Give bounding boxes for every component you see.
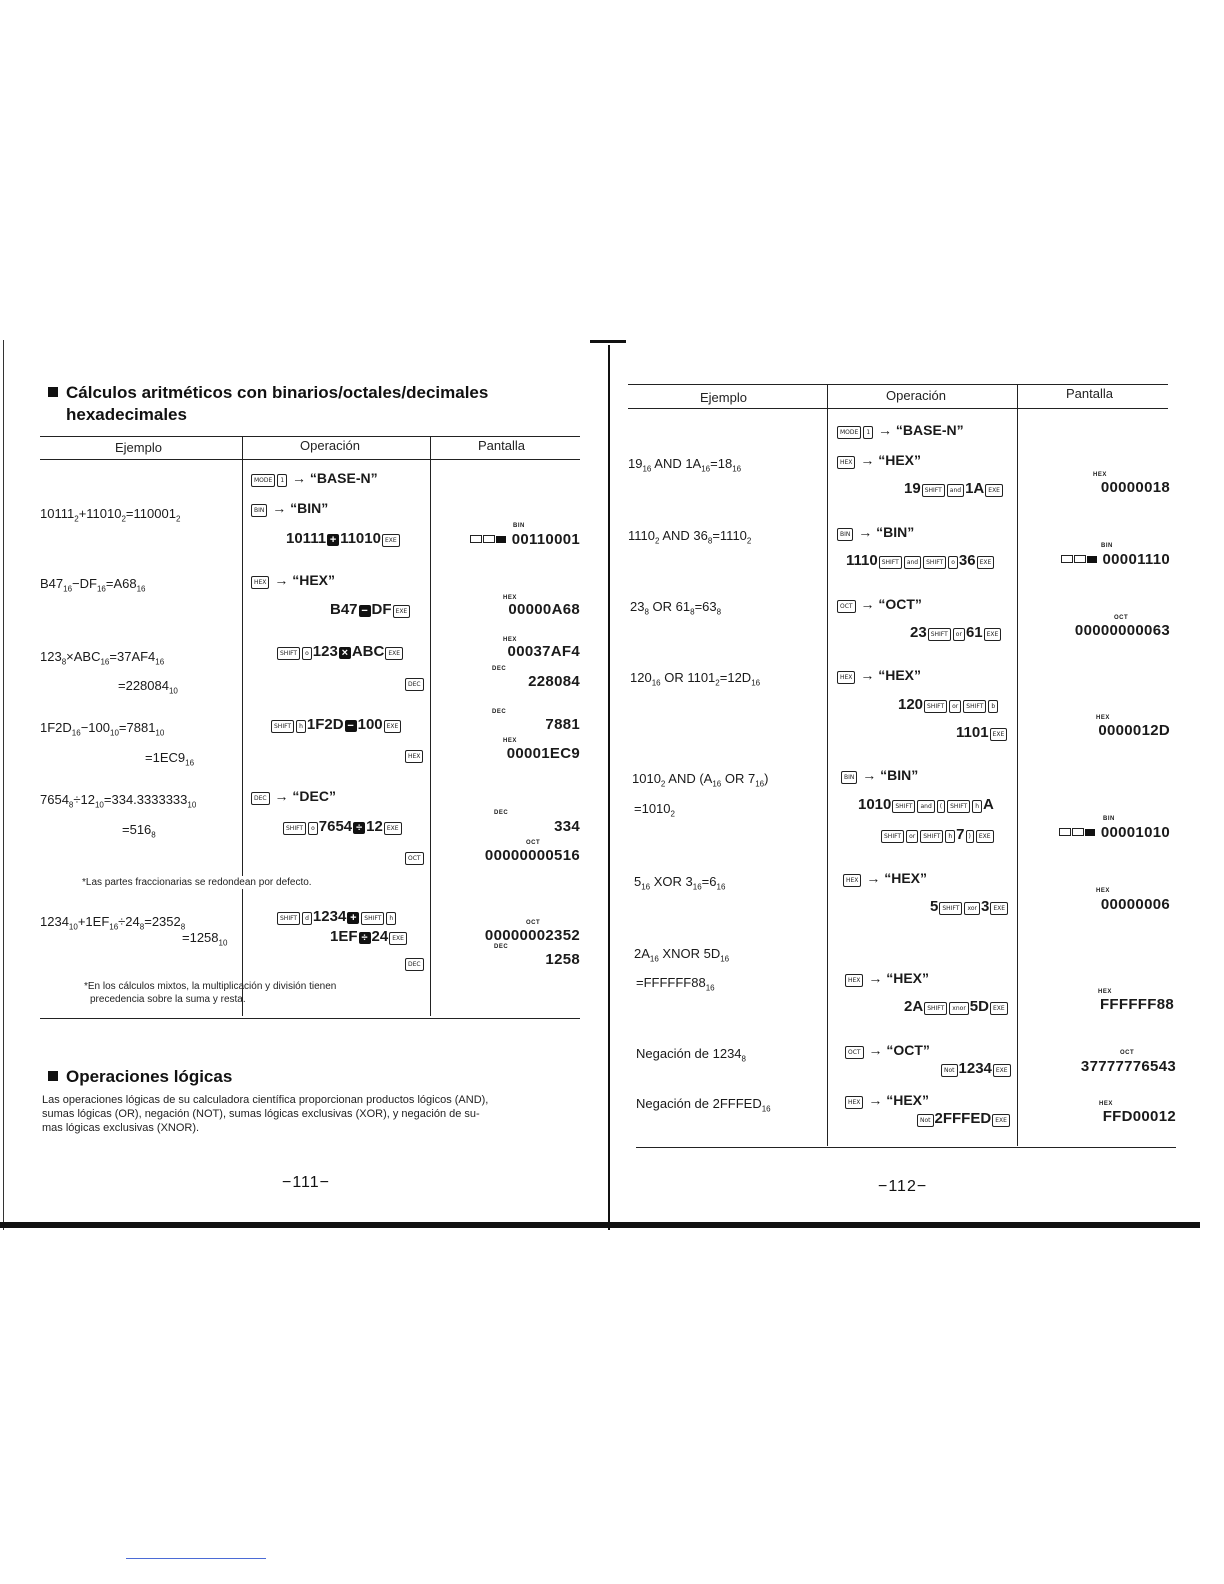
open-paren-key-icon: ( bbox=[937, 800, 945, 813]
divide-key-icon: ÷ bbox=[353, 822, 365, 834]
shift-key-icon: SHIFT bbox=[963, 700, 986, 713]
op-r2-a: B47 bbox=[330, 601, 358, 618]
r-indicator-1: HEX bbox=[1093, 472, 1107, 478]
example-5b: $=516_8$ bbox=[122, 822, 156, 840]
shift-key-icon: SHIFT bbox=[881, 830, 904, 843]
op-base-n-text: → “BASE-N” bbox=[292, 470, 378, 486]
header-display: Pantalla bbox=[478, 438, 525, 453]
op-r3-a: 123 bbox=[312, 643, 338, 660]
r-op-oct-text-8: → “OCT” bbox=[868, 1042, 930, 1058]
r-op-hex-text-9: → “HEX” bbox=[868, 1092, 929, 1108]
r-op-r7b: 5D bbox=[969, 998, 989, 1015]
or-key-icon: or bbox=[949, 700, 961, 713]
op-hex-key-2 bbox=[404, 746, 424, 763]
shift-key-icon: SHIFT bbox=[277, 912, 300, 925]
page-number-right: −112− bbox=[878, 1178, 928, 1195]
bin-key-icon: BIN bbox=[837, 528, 853, 541]
page-number-left: −111− bbox=[282, 1174, 331, 1191]
divide-key-icon: ÷ bbox=[359, 932, 371, 944]
table-top-rule bbox=[40, 436, 580, 437]
indicator-oct-8: OCT bbox=[526, 840, 541, 846]
oct-key-icon: OCT bbox=[837, 600, 856, 613]
r-op-r5c: 7 bbox=[956, 826, 965, 843]
r-op-row-4a bbox=[898, 696, 999, 713]
r-table-bottom-rule bbox=[636, 1147, 1176, 1148]
indicator-dec-10: DEC bbox=[494, 944, 509, 950]
r-display-5-value: 00001010 bbox=[1100, 824, 1170, 841]
op-r1-b: 11010 bbox=[340, 530, 381, 547]
close-paren-key-icon: ) bbox=[966, 830, 974, 843]
r-display-5 bbox=[1024, 823, 1170, 841]
shift-key-icon: SHIFT bbox=[879, 556, 902, 569]
op-row-6a bbox=[276, 908, 397, 925]
indicator-oct-9: OCT bbox=[526, 920, 541, 926]
indicator-hex-3: HEX bbox=[503, 637, 517, 643]
r-display-2 bbox=[1024, 550, 1170, 568]
op-dec bbox=[250, 788, 336, 805]
r-example-2: $1110_2$ AND $36_8=1110_2$ bbox=[628, 528, 752, 546]
r-op-r8: 1234 bbox=[958, 1060, 992, 1077]
key-1-icon: 1 bbox=[277, 474, 287, 487]
r-op-r9: 2FFFED bbox=[934, 1110, 992, 1127]
example-3b: $=228084_{10}$ bbox=[118, 678, 178, 696]
exe-key-icon: EXE bbox=[382, 534, 400, 547]
blue-underline bbox=[126, 1558, 266, 1559]
note-fraction: *Las partes fraccionarias se redondean por defecto. bbox=[82, 877, 312, 888]
h-key-icon: h bbox=[386, 912, 396, 925]
o-key-icon: o bbox=[302, 647, 312, 660]
not-key-icon: Not bbox=[941, 1064, 958, 1077]
exe-key-icon: EXE bbox=[992, 1114, 1010, 1127]
r-op-r2b: 36 bbox=[958, 552, 976, 569]
example-3a: $123_8\times ABC_{16}=37AF4_{16}$ bbox=[40, 649, 165, 667]
shift-key-icon: SHIFT bbox=[947, 800, 970, 813]
r-op-hex-4 bbox=[836, 667, 921, 684]
r-op-row-7 bbox=[904, 998, 1009, 1015]
op-row-4 bbox=[270, 716, 402, 733]
exe-key-icon: EXE bbox=[977, 556, 995, 569]
r-op-hex-text-7: → “HEX” bbox=[868, 970, 929, 986]
indicator-hex-6: HEX bbox=[503, 738, 517, 744]
r-op-r1: 19 bbox=[904, 480, 921, 497]
xnor-key-icon: xnor bbox=[949, 1002, 969, 1015]
dec-key-icon: DEC bbox=[251, 792, 270, 805]
r-op-r4: 120 bbox=[898, 696, 924, 713]
op-r6-b: 1EF bbox=[330, 928, 358, 945]
exe-key-icon: EXE bbox=[384, 822, 402, 835]
table-col-divider-2 bbox=[430, 436, 431, 1016]
op-bin-text: → “BIN” bbox=[272, 500, 329, 516]
example-5a: $7654_8\div 12_{10}=334.3333333_{10}$ bbox=[40, 792, 197, 810]
b-key-icon: b bbox=[988, 700, 998, 713]
op-dec-text: → “DEC” bbox=[274, 788, 336, 804]
example-6a: $1234_{10}+1EF_{16}\div 24_8=2352_8$ bbox=[40, 914, 186, 932]
shift-key-icon: SHIFT bbox=[283, 822, 306, 835]
section-title-arithmetic bbox=[48, 383, 488, 403]
shift-key-icon: SHIFT bbox=[892, 800, 915, 813]
shift-key-icon: SHIFT bbox=[922, 484, 945, 497]
display-3: 00037AF4 bbox=[507, 643, 580, 660]
plus-key-icon: + bbox=[327, 534, 339, 546]
r-op-hex-text-4: → “HEX” bbox=[860, 667, 921, 683]
r-op-r5b: A bbox=[983, 796, 994, 813]
r-op-base-n bbox=[836, 422, 964, 439]
bullet-square-icon bbox=[48, 1071, 58, 1081]
bottom-border bbox=[0, 1222, 1200, 1228]
r-op-base-n-text: → “BASE-N” bbox=[878, 422, 964, 438]
exe-key-icon: EXE bbox=[990, 1002, 1008, 1015]
display-boxes-icon bbox=[1059, 823, 1095, 840]
r-op-oct-8 bbox=[844, 1042, 930, 1059]
r-example-3: $23_8$ OR $61_8=63_8$ bbox=[630, 599, 722, 617]
r-example-8: Negación de $1234_8$ bbox=[636, 1046, 746, 1064]
r-op-hex-text: → “HEX” bbox=[860, 452, 921, 468]
op-r4-b: 100 bbox=[357, 716, 383, 733]
exe-key-icon: EXE bbox=[976, 830, 994, 843]
times-key-icon: × bbox=[339, 647, 351, 659]
table-header-rule bbox=[40, 459, 580, 460]
center-fold-line bbox=[608, 345, 610, 1230]
logic-paragraph-3: mas lógicas exclusivas (XNOR). bbox=[42, 1122, 200, 1134]
exe-key-icon: EXE bbox=[389, 932, 407, 945]
display-10: 1258 bbox=[545, 951, 580, 968]
r-display-2-value: 00001110 bbox=[1102, 551, 1170, 568]
example-6b: $=1258_{10}$ bbox=[182, 930, 228, 948]
exe-key-icon: EXE bbox=[385, 647, 403, 660]
r-op-row-5b bbox=[880, 826, 995, 843]
plus-key-icon: + bbox=[347, 912, 359, 924]
op-r4-a: 1F2D bbox=[306, 716, 344, 733]
exe-key-icon: EXE bbox=[990, 902, 1008, 915]
r-example-4: $120_{16}$ OR $1101_2=12D_{16}$ bbox=[630, 670, 761, 688]
r-header-example: Ejemplo bbox=[700, 390, 747, 405]
indicator-hex: HEX bbox=[503, 595, 517, 601]
key-1-icon: 1 bbox=[863, 426, 873, 439]
title-line-1: Cálculos aritméticos con binarios/octales/decimales bbox=[66, 383, 489, 402]
op-r5-a: 7654 bbox=[318, 818, 353, 835]
r-example-6: $5_{16}$ XOR $3_{16}=6_{16}$ bbox=[634, 874, 726, 892]
op-r6-a: 1234 bbox=[312, 908, 347, 925]
r-op-hex-6 bbox=[842, 870, 927, 887]
r-example-7a: $2A_{16}$ XNOR $5D_{16}$ bbox=[634, 946, 730, 964]
r-op-r2: 1110 bbox=[846, 552, 878, 569]
header-operation: Operación bbox=[300, 438, 360, 453]
r-op-bin-text: → “BIN” bbox=[858, 524, 915, 540]
r-header-operation: Operación bbox=[886, 388, 946, 403]
shift-key-icon: SHIFT bbox=[924, 700, 947, 713]
r-indicator-5: BIN bbox=[1103, 816, 1115, 822]
h-key-icon: h bbox=[296, 720, 306, 733]
hex-key-icon: HEX bbox=[837, 671, 855, 684]
r-op-row-3 bbox=[910, 624, 1002, 641]
r-neg2-text: Negación de 2FFFED bbox=[636, 1096, 762, 1111]
r-example-1: $19_{16}$ AND $1A_{16}=18_{16}$ bbox=[628, 456, 742, 474]
op-r3-b: ABC bbox=[351, 643, 385, 660]
r-op-row-4b bbox=[956, 724, 1008, 741]
minus-key-icon: − bbox=[359, 605, 371, 617]
r-op-bin-2 bbox=[836, 524, 914, 541]
display-2: 00000A68 bbox=[508, 601, 580, 618]
r-display-9: FFD00012 bbox=[1102, 1108, 1176, 1125]
op-hex-text: → “HEX” bbox=[274, 572, 335, 588]
op-r1-a: 10111 bbox=[286, 530, 327, 547]
xor-key-icon: xor bbox=[964, 902, 980, 915]
r-op-r6: 5 bbox=[930, 898, 939, 915]
r-indicator-7: HEX bbox=[1098, 989, 1112, 995]
r-display-1: 00000018 bbox=[1100, 479, 1170, 496]
indicator-dec-7: DEC bbox=[494, 810, 509, 816]
op-row-5 bbox=[282, 818, 403, 835]
oct-key-icon: OCT bbox=[405, 852, 424, 865]
display-boxes-icon bbox=[470, 530, 506, 547]
r-header-display: Pantalla bbox=[1066, 386, 1113, 401]
d-key-icon: d bbox=[302, 912, 312, 925]
op-base-n bbox=[250, 470, 378, 487]
r-neg1-text: Negación de 1234 bbox=[636, 1046, 742, 1061]
display-9: 00000002352 bbox=[484, 927, 580, 944]
oct-key-icon: OCT bbox=[845, 1046, 864, 1059]
hex-key-icon: HEX bbox=[845, 974, 863, 987]
r-table-header-rule bbox=[628, 408, 1168, 409]
r-op-r4b: 1101 bbox=[956, 724, 989, 741]
r-display-3: 00000000063 bbox=[1074, 622, 1170, 639]
r-op-row-9 bbox=[916, 1110, 1011, 1127]
r-op-bin-text-5: → “BIN” bbox=[862, 767, 919, 783]
op-r2-b: DF bbox=[371, 601, 392, 618]
exe-key-icon: EXE bbox=[993, 1064, 1011, 1077]
dec-key-icon: DEC bbox=[405, 678, 424, 691]
mode-key-icon: MODE bbox=[837, 426, 861, 439]
table-col-divider-1 bbox=[242, 436, 243, 1016]
hex-key-icon: HEX bbox=[845, 1096, 863, 1109]
table-bottom-rule bbox=[40, 1018, 580, 1019]
r-op-r1b: 1A bbox=[965, 480, 985, 497]
bin-key-icon: BIN bbox=[251, 504, 267, 517]
r-indicator-9: HEX bbox=[1099, 1101, 1113, 1107]
r-example-5a: $1010_2$ AND ($A_{16}$ OR $7_{16}$) bbox=[632, 771, 769, 789]
op-oct-key bbox=[404, 848, 425, 865]
r-display-7: FFFFFF88 bbox=[1099, 996, 1174, 1013]
op-dec-key bbox=[404, 674, 425, 691]
shift-key-icon: SHIFT bbox=[923, 556, 946, 569]
hex-key-icon: HEX bbox=[251, 576, 269, 589]
logic-title-text: Operaciones lógicas bbox=[66, 1067, 233, 1086]
r-op-hex-9 bbox=[844, 1092, 929, 1109]
r-example-5b: $=1010_2$ bbox=[634, 801, 675, 819]
r-table-top-rule bbox=[628, 384, 1168, 385]
indicator-bin: BIN bbox=[513, 523, 525, 529]
exe-key-icon: EXE bbox=[985, 484, 1003, 497]
shift-key-icon: SHIFT bbox=[361, 912, 384, 925]
r-indicator-3: OCT bbox=[1114, 615, 1129, 621]
display-1-value: 00110001 bbox=[511, 531, 580, 548]
exe-key-icon: EXE bbox=[990, 728, 1008, 741]
example-4b: $=1EC9_{16}$ bbox=[145, 750, 195, 768]
hex-key-icon: HEX bbox=[837, 456, 855, 469]
r-display-6: 00000006 bbox=[1100, 896, 1170, 913]
or-key-icon: or bbox=[953, 628, 965, 641]
r-indicator-4: HEX bbox=[1096, 715, 1110, 721]
shift-key-icon: SHIFT bbox=[924, 1002, 947, 1015]
r-op-r3b: 61 bbox=[965, 624, 983, 641]
r-table-col-divider-1 bbox=[827, 384, 828, 1146]
op-row-6b bbox=[330, 928, 408, 945]
op-bin bbox=[250, 500, 328, 517]
and-key-icon: and bbox=[917, 800, 934, 813]
not-key-icon: Not bbox=[917, 1114, 934, 1127]
r-indicator-6: HEX bbox=[1096, 888, 1110, 894]
op-row-2 bbox=[330, 601, 411, 618]
r-op-r7: 2A bbox=[904, 998, 924, 1015]
dec-key-icon: DEC bbox=[405, 958, 424, 971]
op-r5-b: 12 bbox=[366, 818, 383, 835]
bullet-square-icon bbox=[48, 387, 58, 397]
display-7: 334 bbox=[554, 818, 580, 835]
display-1 bbox=[440, 530, 580, 548]
display-4: 228084 bbox=[528, 673, 580, 690]
example-4a: $1F2D_{16}-100_{10}=7881_{10}$ bbox=[40, 720, 165, 738]
or-key-icon: or bbox=[906, 830, 918, 843]
example-2: $B47_{16}-DF_{16}=A68_{16}$ bbox=[40, 576, 146, 594]
logic-paragraph-2: sumas lógicas (OR), negación (NOT), sumas lógicas exclusivas (XOR), y negación de su- bbox=[42, 1108, 480, 1120]
r-op-oct-3 bbox=[836, 596, 922, 613]
note-mixed-line1: *En los cálculos mixtos, la multiplicación y división tienen bbox=[84, 981, 337, 992]
shift-key-icon: SHIFT bbox=[939, 902, 962, 915]
exe-key-icon: EXE bbox=[984, 628, 1002, 641]
o-key-icon: o bbox=[308, 822, 318, 835]
h-key-icon: h bbox=[972, 800, 982, 813]
minus-key-icon: − bbox=[345, 720, 357, 732]
op-r6-c: 24 bbox=[371, 928, 389, 945]
r-example-7b: $=FFFFFF88_{16}$ bbox=[636, 975, 715, 993]
r-op-r5: 1010 bbox=[858, 796, 892, 813]
header-example: Ejemplo bbox=[115, 440, 162, 455]
section-title-arithmetic-line2: hexadecimales bbox=[66, 405, 187, 424]
op-row-1 bbox=[286, 530, 401, 547]
r-op-hex-1 bbox=[836, 452, 921, 469]
exe-key-icon: EXE bbox=[393, 605, 411, 618]
r-op-oct-text: → “OCT” bbox=[860, 596, 922, 612]
op-dec-key-2 bbox=[404, 954, 425, 971]
shift-key-icon: SHIFT bbox=[277, 647, 300, 660]
r-op-hex-7 bbox=[844, 970, 929, 987]
indicator-dec-5: DEC bbox=[492, 709, 507, 715]
r-op-r6b: 3 bbox=[980, 898, 990, 915]
logic-paragraph-1: Las operaciones lógicas de su calculadora científica proporcionan productos lógicos (AND), bbox=[42, 1094, 489, 1106]
hex-key-icon: HEX bbox=[405, 750, 423, 763]
display-6: 00001EC9 bbox=[506, 745, 580, 762]
r-op-r3: 23 bbox=[910, 624, 927, 641]
indicator-dec-4: DEC bbox=[492, 666, 507, 672]
example-1: $10111_2+11010_2=110001_2$ bbox=[40, 506, 181, 524]
mode-key-icon: MODE bbox=[251, 474, 275, 487]
op-hex bbox=[250, 572, 335, 589]
display-5: 7881 bbox=[545, 716, 580, 733]
r-op-row-5a bbox=[858, 796, 994, 813]
bin-key-icon: BIN bbox=[841, 771, 857, 784]
o-key-icon: o bbox=[948, 556, 958, 569]
r-display-4: 0000012D bbox=[1098, 722, 1170, 739]
r-op-row-6 bbox=[930, 898, 1009, 915]
r-op-hex-text-6: → “HEX” bbox=[866, 870, 927, 886]
shift-key-icon: SHIFT bbox=[271, 720, 294, 733]
r-op-row-1 bbox=[904, 480, 1004, 497]
exe-key-icon: EXE bbox=[384, 720, 402, 733]
shift-key-icon: SHIFT bbox=[928, 628, 951, 641]
r-op-bin-5 bbox=[840, 767, 918, 784]
hex-key-icon: HEX bbox=[843, 874, 861, 887]
op-row-3 bbox=[276, 643, 404, 660]
note-mixed-line2: precedencia sobre la suma y resta. bbox=[90, 994, 246, 1005]
r-indicator-2: BIN bbox=[1101, 543, 1113, 549]
r-indicator-8: OCT bbox=[1120, 1050, 1135, 1056]
and-key-icon: and bbox=[904, 556, 921, 569]
r-op-row-2 bbox=[846, 552, 995, 569]
r-display-8: 37777776543 bbox=[1080, 1058, 1176, 1075]
r-table-col-divider-2 bbox=[1017, 384, 1018, 1146]
r-op-row-8 bbox=[940, 1060, 1012, 1077]
display-boxes-icon bbox=[1061, 550, 1097, 567]
left-margin-line bbox=[3, 340, 4, 1230]
display-8: 00000000516 bbox=[484, 847, 580, 864]
section-title-logic bbox=[48, 1067, 232, 1087]
fold-mark bbox=[590, 340, 626, 343]
r-example-9: Negación de $2FFFED_{16}$ bbox=[636, 1096, 771, 1114]
shift-key-icon: SHIFT bbox=[920, 830, 943, 843]
and-key-icon: and bbox=[947, 484, 964, 497]
h-key-icon: h bbox=[945, 830, 955, 843]
